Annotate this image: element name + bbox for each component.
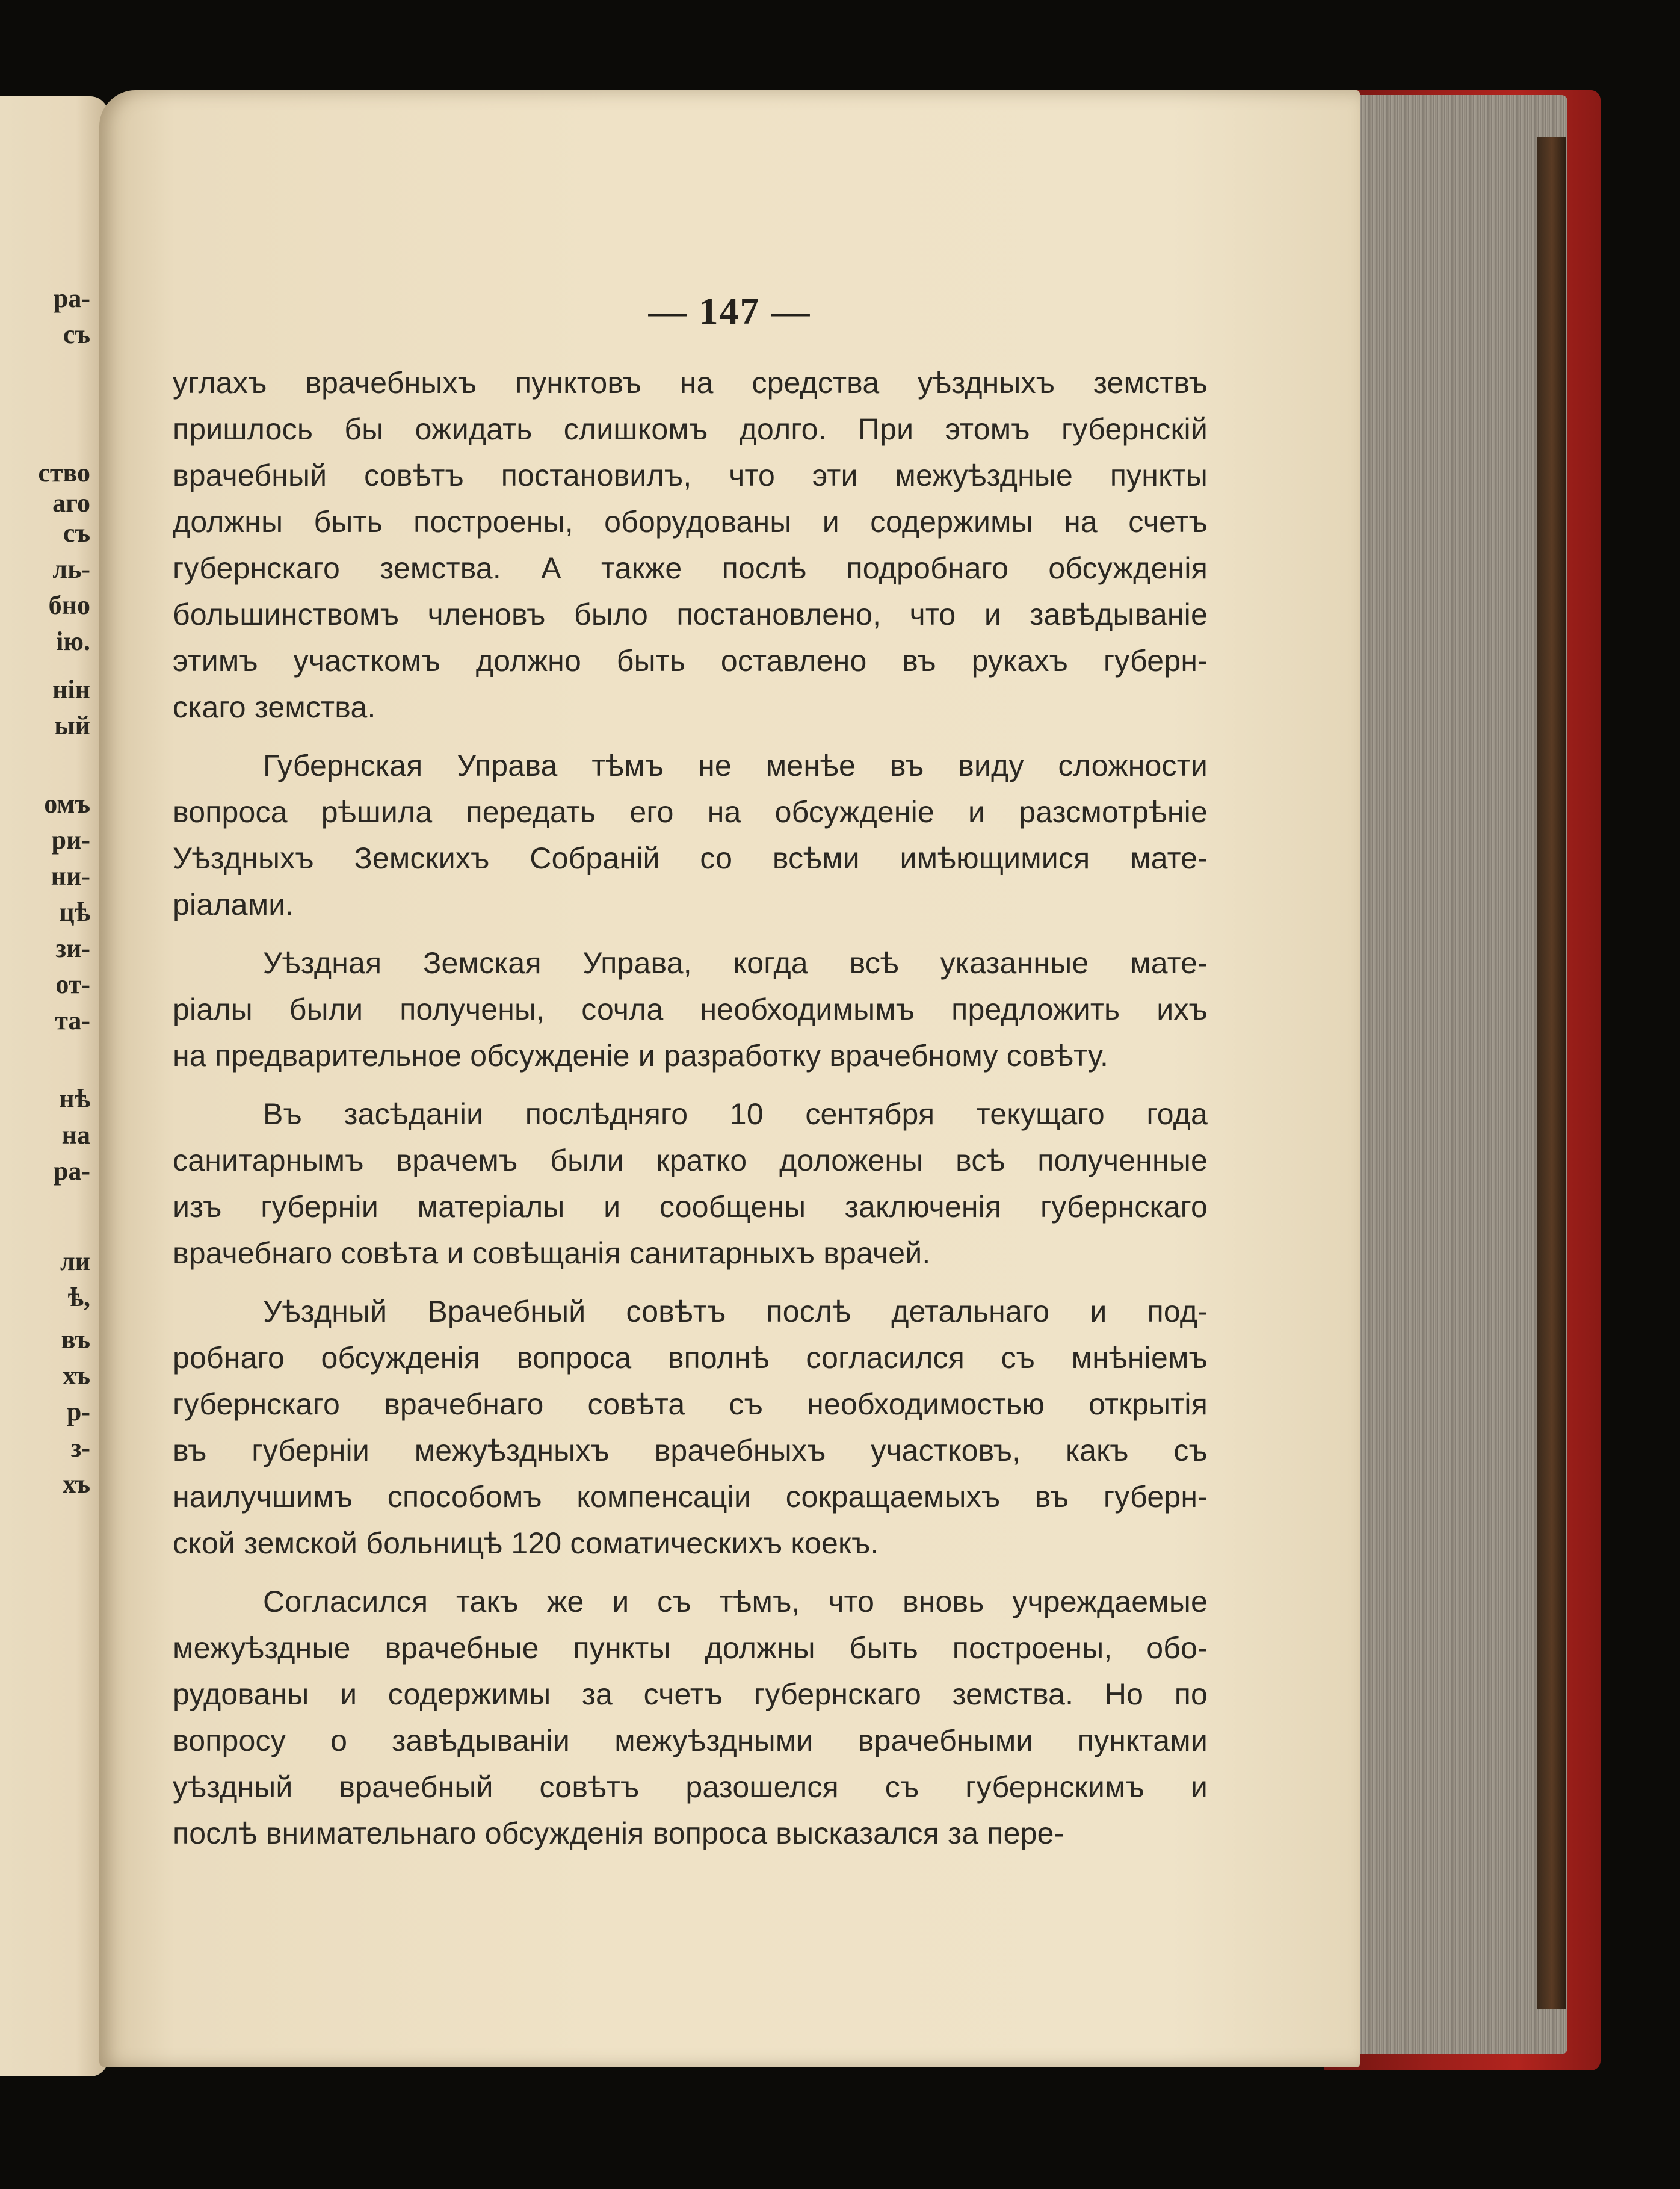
left-page-text-fragment: нін: [52, 675, 90, 704]
left-page-text-fragment: ію.: [56, 627, 90, 656]
left-page-text-fragment: зи-: [55, 933, 90, 963]
left-page-text-fragment: ни-: [51, 861, 90, 891]
left-page-text-fragment: нѣ: [59, 1084, 90, 1113]
text-line: должны быть построены, оборудованы и содержимы на счетъ: [173, 505, 1208, 539]
text-line: вопроса рѣшила передать его на обсужденіе и разсмотрѣніе: [173, 795, 1208, 829]
left-page-text-fragment: ѣ,: [67, 1283, 90, 1312]
left-page-text-fragment: от-: [55, 970, 90, 999]
page-text: [173, 360, 1208, 1857]
text-line: въ губерніи межуѣздныхъ врачебныхъ участковъ, какъ съ: [173, 1434, 1208, 1467]
text-line: врачебный совѣтъ постановилъ, что эти межуѣздные пункты: [173, 459, 1208, 492]
left-page-text-fragment: ль-: [52, 554, 90, 584]
left-page-text-fragment: хъ: [63, 1469, 90, 1499]
paragraph: [173, 1579, 1208, 1857]
left-page-text-fragment: ли: [60, 1246, 90, 1276]
text-line: Губернская Управа тѣмъ не менѣе въ виду сложности: [263, 749, 1208, 782]
text-line: скаго земства.: [173, 690, 376, 724]
text-line: Уѣздный Врачебный совѣтъ послѣ детальнаго и под-: [263, 1295, 1208, 1328]
left-page-text-fragment: цѣ: [59, 897, 90, 927]
left-page-text-fragment: ый: [54, 711, 90, 740]
page-edges: [1345, 95, 1567, 2054]
text-line: Въ засѣданіи послѣдняго 10 сентября текущаго года: [263, 1097, 1208, 1131]
paragraph: [173, 940, 1208, 1079]
paragraph: [173, 1091, 1208, 1277]
text-line: Согласился такъ же и съ тѣмъ, что вновь учреждаемые: [263, 1585, 1208, 1618]
left-page-text-fragment: з-: [70, 1433, 90, 1463]
text-line: уѣздный врачебный совѣтъ разошелся съ губернскимъ и: [173, 1770, 1208, 1804]
text-line: ріалы были получены, сочла необходимымъ предложить ихъ: [173, 992, 1208, 1026]
left-page-text-fragment: на: [61, 1120, 90, 1150]
text-line: губернскаго врачебнаго совѣта съ необходимостью открытія: [173, 1387, 1208, 1421]
text-line: на предварительное обсужденіе и разработку врачебному совѣту.: [173, 1039, 1109, 1073]
book-page: [99, 90, 1360, 2067]
left-facing-page: [0, 96, 108, 2076]
left-page-text-fragment: ра-: [53, 1156, 90, 1186]
text-line: межуѣздные врачебные пункты должны быть построены, обо-: [173, 1631, 1208, 1665]
text-line: рудованы и содержимы за счетъ губернскаго земства. Но по: [173, 1677, 1208, 1711]
paragraph: [173, 743, 1208, 928]
paragraph: [173, 1289, 1208, 1567]
left-page-text-fragment: р-: [66, 1397, 90, 1426]
text-line: послѣ внимательнаго обсужденія вопроса высказался за пере-: [173, 1816, 1064, 1850]
left-page-text-fragment: ри-: [51, 825, 90, 855]
left-page-text-fragment: омъ: [44, 789, 90, 819]
left-page-text-fragment: хъ: [63, 1361, 90, 1390]
text-line: санитарнымъ врачемъ были кратко доложены всѣ полученные: [173, 1144, 1208, 1177]
left-page-text-fragment: аго: [52, 488, 90, 518]
text-line: наилучшимъ способомъ компенсаціи сокращаемыхъ въ губерн-: [173, 1480, 1208, 1514]
left-page-text-fragment: та-: [55, 1006, 90, 1035]
text-line: ской земской больницѣ 120 соматическихъ коекъ.: [173, 1526, 879, 1560]
text-line: углахъ врачебныхъ пунктовъ на средства уѣздныхъ земствъ: [173, 366, 1208, 400]
text-line: губернскаго земства. А также послѣ подробнаго обсужденія: [173, 551, 1208, 585]
text-line: этимъ участкомъ должно быть оставлено въ рукахъ губерн-: [173, 644, 1208, 678]
page-number: — 147 —: [648, 289, 811, 332]
left-page-text-fragment: ра-: [53, 283, 90, 313]
text-line: большинствомъ членовъ было постановлено, что и завѣдываніе: [173, 598, 1208, 631]
left-page-text-fragment: съ: [63, 518, 90, 548]
text-line: врачебнаго совѣта и совѣщанія санитарныхъ врачей.: [173, 1236, 931, 1270]
left-page-text-fragment: съ: [63, 320, 90, 349]
text-line: вопросу о завѣдываніи межуѣздными врачебными пунктами: [173, 1724, 1208, 1757]
text-line: пришлось бы ожидать слишкомъ долго. При этомъ губернскій: [173, 412, 1208, 446]
text-line: изъ губерніи матеріалы и сообщены заключенія губернскаго: [173, 1190, 1208, 1224]
text-line: ріалами.: [173, 888, 294, 921]
left-page-text-fragment: бно: [48, 590, 90, 620]
paragraph: [173, 360, 1208, 731]
text-line: робнаго обсужденія вопроса вполнѣ согласился съ мнѣніемъ: [173, 1341, 1208, 1375]
text-line: Уѣздныхъ Земскихъ Собраній со всѣми имѣющимися мате-: [173, 841, 1208, 875]
text-line: Уѣздная Земская Управа, когда всѣ указанные мате-: [263, 946, 1208, 980]
left-page-text-fragment: въ: [61, 1325, 90, 1354]
left-page-text-fragment: ство: [38, 458, 90, 488]
